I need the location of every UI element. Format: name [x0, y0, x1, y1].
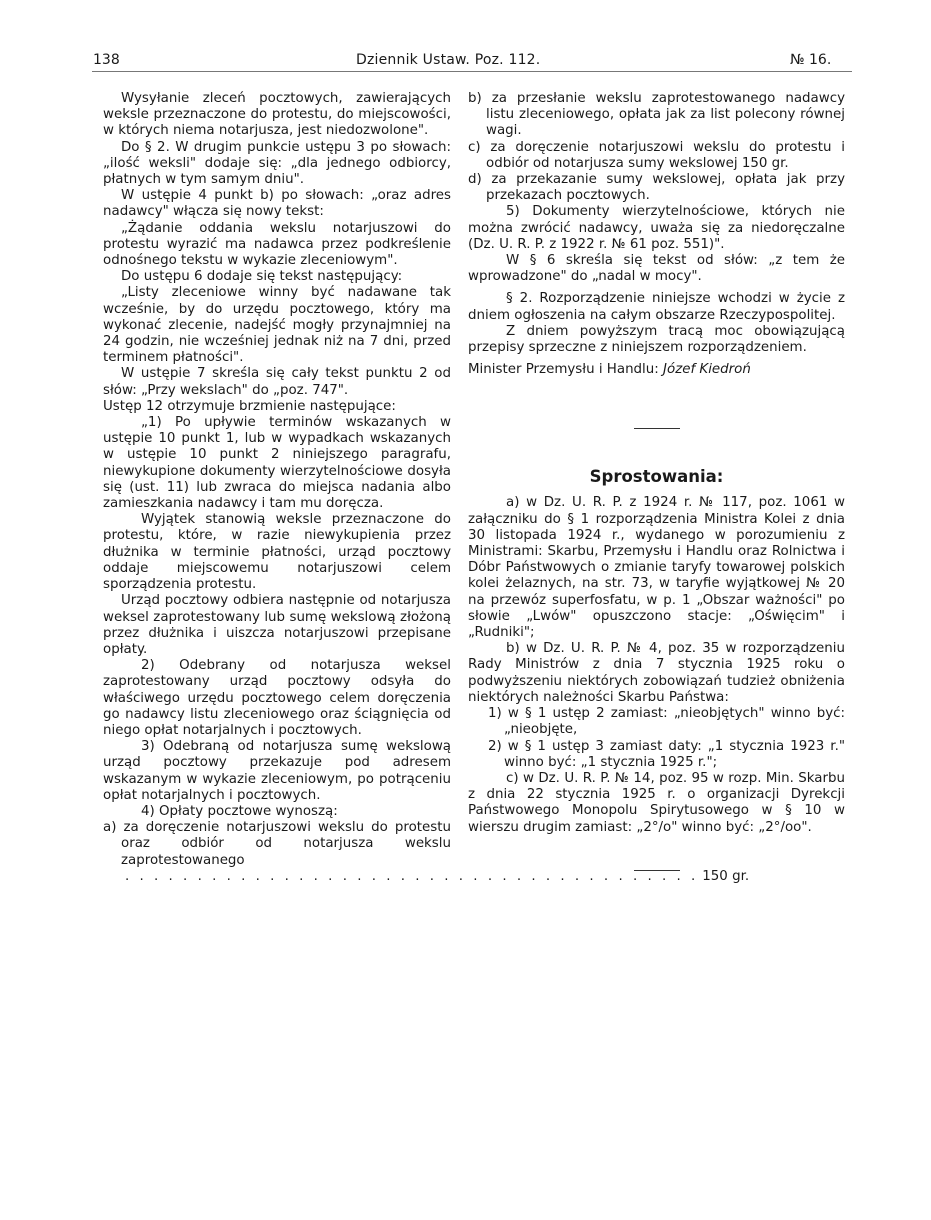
page-number: 138	[93, 52, 120, 68]
page-header	[0, 0, 931, 80]
paragraph: Wysyłanie zleceń pocztowych, zawierających weksle przeznaczone do protestu, do miejscowości, w których niema notarjusza, jest niedozwolone".	[103, 91, 451, 139]
paragraph: Ustęp 12 otrzymuje brzmienie następujące:	[103, 398, 396, 414]
right-column	[468, 91, 845, 871]
paragraph: 5) Dokumenty wierzytelnościowe, których nie można zwrócić nadawcy, uważa się za niedoręczalne (Dz. U. R. P. z 1922 r. № 61 poz. 551)".	[468, 204, 845, 252]
signature-line	[468, 362, 845, 378]
end-separator	[634, 870, 680, 871]
paragraph: Urząd pocztowy odbiera następnie od notarjusza weksel zaprotestowany lub sumę wekslową złożoną przez dłużnika i uiszcza notarjuszowi przepisane opłaty.	[103, 593, 451, 657]
issue-number: № 16.	[790, 52, 832, 68]
correction-b-1: 1) w § 1 ustęp 2 zamiast: „nieobjętych" winno być: „nieobjęte,	[488, 706, 845, 738]
paragraph: W ustępie 4 punkt b) po słowach: „oraz adres nadawcy" włącza się nowy tekst:	[103, 188, 451, 220]
fee-item-c: c) za doręczenie notarjuszowi wekslu do protestu i odbiór od notarjusza sumy wekslowej 150 gr.	[468, 139, 845, 171]
paragraph: Do § 2. W drugim punkcie ustępu 3 po słowach: „ilość weksli" dodaje się: „dla jednego odbiorcy, płatnych w tym samym dniu".	[103, 139, 451, 188]
section-title: Sprostowania:	[589, 467, 724, 487]
fee-item-b: b) za przesłanie wekslu zaprotestowanego nadawcy listu zleceniowego, opłata jak za list polecony równej wagi.	[468, 91, 845, 139]
paragraph: „Listy zleceniowe winny być nadawane tak wcześnie, by do urzędu pocztowego, który ma wykonać zlecenie, nadejść mogły przynajmniej na 24 godzin, nie wcześniej jednak niż na 7 dni, przed terminem płatności".	[103, 285, 451, 366]
paragraph: 4) Opłaty pocztowe wynoszą:	[141, 803, 338, 819]
paragraph: „Żądanie oddania wekslu notarjuszowi do protestu wyrazić ma nadawca przez podkreślenie odnośnego tekstu w wykazie zleceniowym".	[103, 220, 451, 269]
fee-amount: 150 gr.	[702, 868, 750, 884]
fee-item-d: d) za przekazanie sumy wekslowej, opłata jak przy przekazach pocztowych.	[468, 172, 845, 204]
paragraph: W ustępie 7 skreśla się cały tekst punktu 2 od słów: „Przy wekslach" do „poz. 747".	[103, 366, 451, 398]
paragraph: W § 6 skreśla się tekst od słów: „z tem że wprowadzone" do „nadal w mocy".	[468, 253, 845, 285]
fee-amount-line	[103, 868, 750, 885]
paragraph: 3) Odebraną od notarjusza sumę wekslową urząd pocztowy przekazuje pod adresem wskazanym w wykazie zleceniowym, po potrąceniu opłat notarjalnych i pocztowych.	[103, 739, 451, 803]
fee-item-a: a) za doręczenie notarjuszowi wekslu do protestu oraz odbiór od notarjusza wekslu zaprotestowanego	[103, 820, 451, 868]
journal-title: Dziennik Ustaw. Poz. 112.	[356, 52, 541, 68]
section-separator	[634, 428, 680, 429]
signature-name: Józef Kiedroń	[663, 362, 751, 378]
correction-b-2: 2) w § 1 ustęp 3 zamiast daty: „1 stycznia 1923 r." winno być: „1 stycznia 1925 r.";	[488, 738, 845, 770]
header-rule	[92, 71, 852, 72]
paragraph: Z dniem powyższym tracą moc obowiązującą przepisy sprzeczne z niniejszem rozporządzeniem.	[468, 323, 845, 356]
paragraph: § 2. Rozporządzenie niniejsze wchodzi w życie z dniem ogłoszenia na całym obszarze Rzeczypospolitej.	[468, 291, 845, 323]
signature-title: Minister Przemysłu i Handlu:	[468, 362, 659, 378]
paragraph: „1) Po upływie terminów wskazanych w ustępie 10 punkt 1, lub w wypadkach wskazanych w ustępie 10 punkt 2 niniejszego paragrafu, niewykupione dokumenty wierzytelnościowe dosyła się (ust. 11) lub zwraca do miejsca nadania albo zamieszkania nadawcy i tam mu doręcza.	[103, 415, 451, 512]
paragraph: Do ustępu 6 dodaje się tekst następujący:	[121, 269, 403, 285]
paragraph: 2) Odebrany od notarjusza weksel zaprotestowany urząd pocztowy odsyła do właściwego urzędu pocztowego celem doręczenia go nadawcy listu zleceniowego oraz ściągnięcia od niego opłat notarjalnych i pocztowych.	[103, 658, 451, 738]
paragraph: Wyjątek stanowią weksle przeznaczone do protestu, które, w razie niewykupienia przez dłużnika w terminie płatności, urząd pocztowy oddaje miejscowemu notarjuszowi celem sporządzenia protestu.	[103, 512, 451, 593]
correction-b: b) w Dz. U. R. P. № 4, poz. 35 w rozporządzeniu Rady Ministrów z dnia 7 stycznia 1925 roku o podwyższeniu niektórych zobowiązań tudzież obniżenia niektórych należności Skarbu Państwa:	[468, 641, 845, 705]
correction-c: c) w Dz. U. R. P. № 14, poz. 95 w rozp. Min. Skarbu z dnia 22 stycznia 1925 r. o organizacji Dyrekcji Państwowego Monopolu Spirytusowego w § 10 w wierszu drugim zamiast: „2°/o" winno być: „2°/oo".	[468, 770, 845, 835]
dot-leader: . . . . . . . . . . . . . . . . . . . . . . . . . . . . . . . . . . . . . . . .	[125, 868, 699, 884]
correction-a: a) w Dz. U. R. P. z 1924 r. № 117, poz. 1061 w załączniku do § 1 rozporządzenia Ministra Kolei z dnia 30 listopada 1924 r., wydanego w porozumieniu z Ministrami: Skarbu, Przemysłu i Handlu oraz Rolnictwa i Dóbr Państwowych o zmianie taryfy towarowej polskich kolei żelaznych, na str. 73, w taryfie wyjątkowej № 20 na przewóz superfosfatu, w p. 1 „Obszar ważności" po słowie „Lwów" opuszczono stacje: „Oświęcim" i „Rudniki";	[468, 495, 845, 641]
